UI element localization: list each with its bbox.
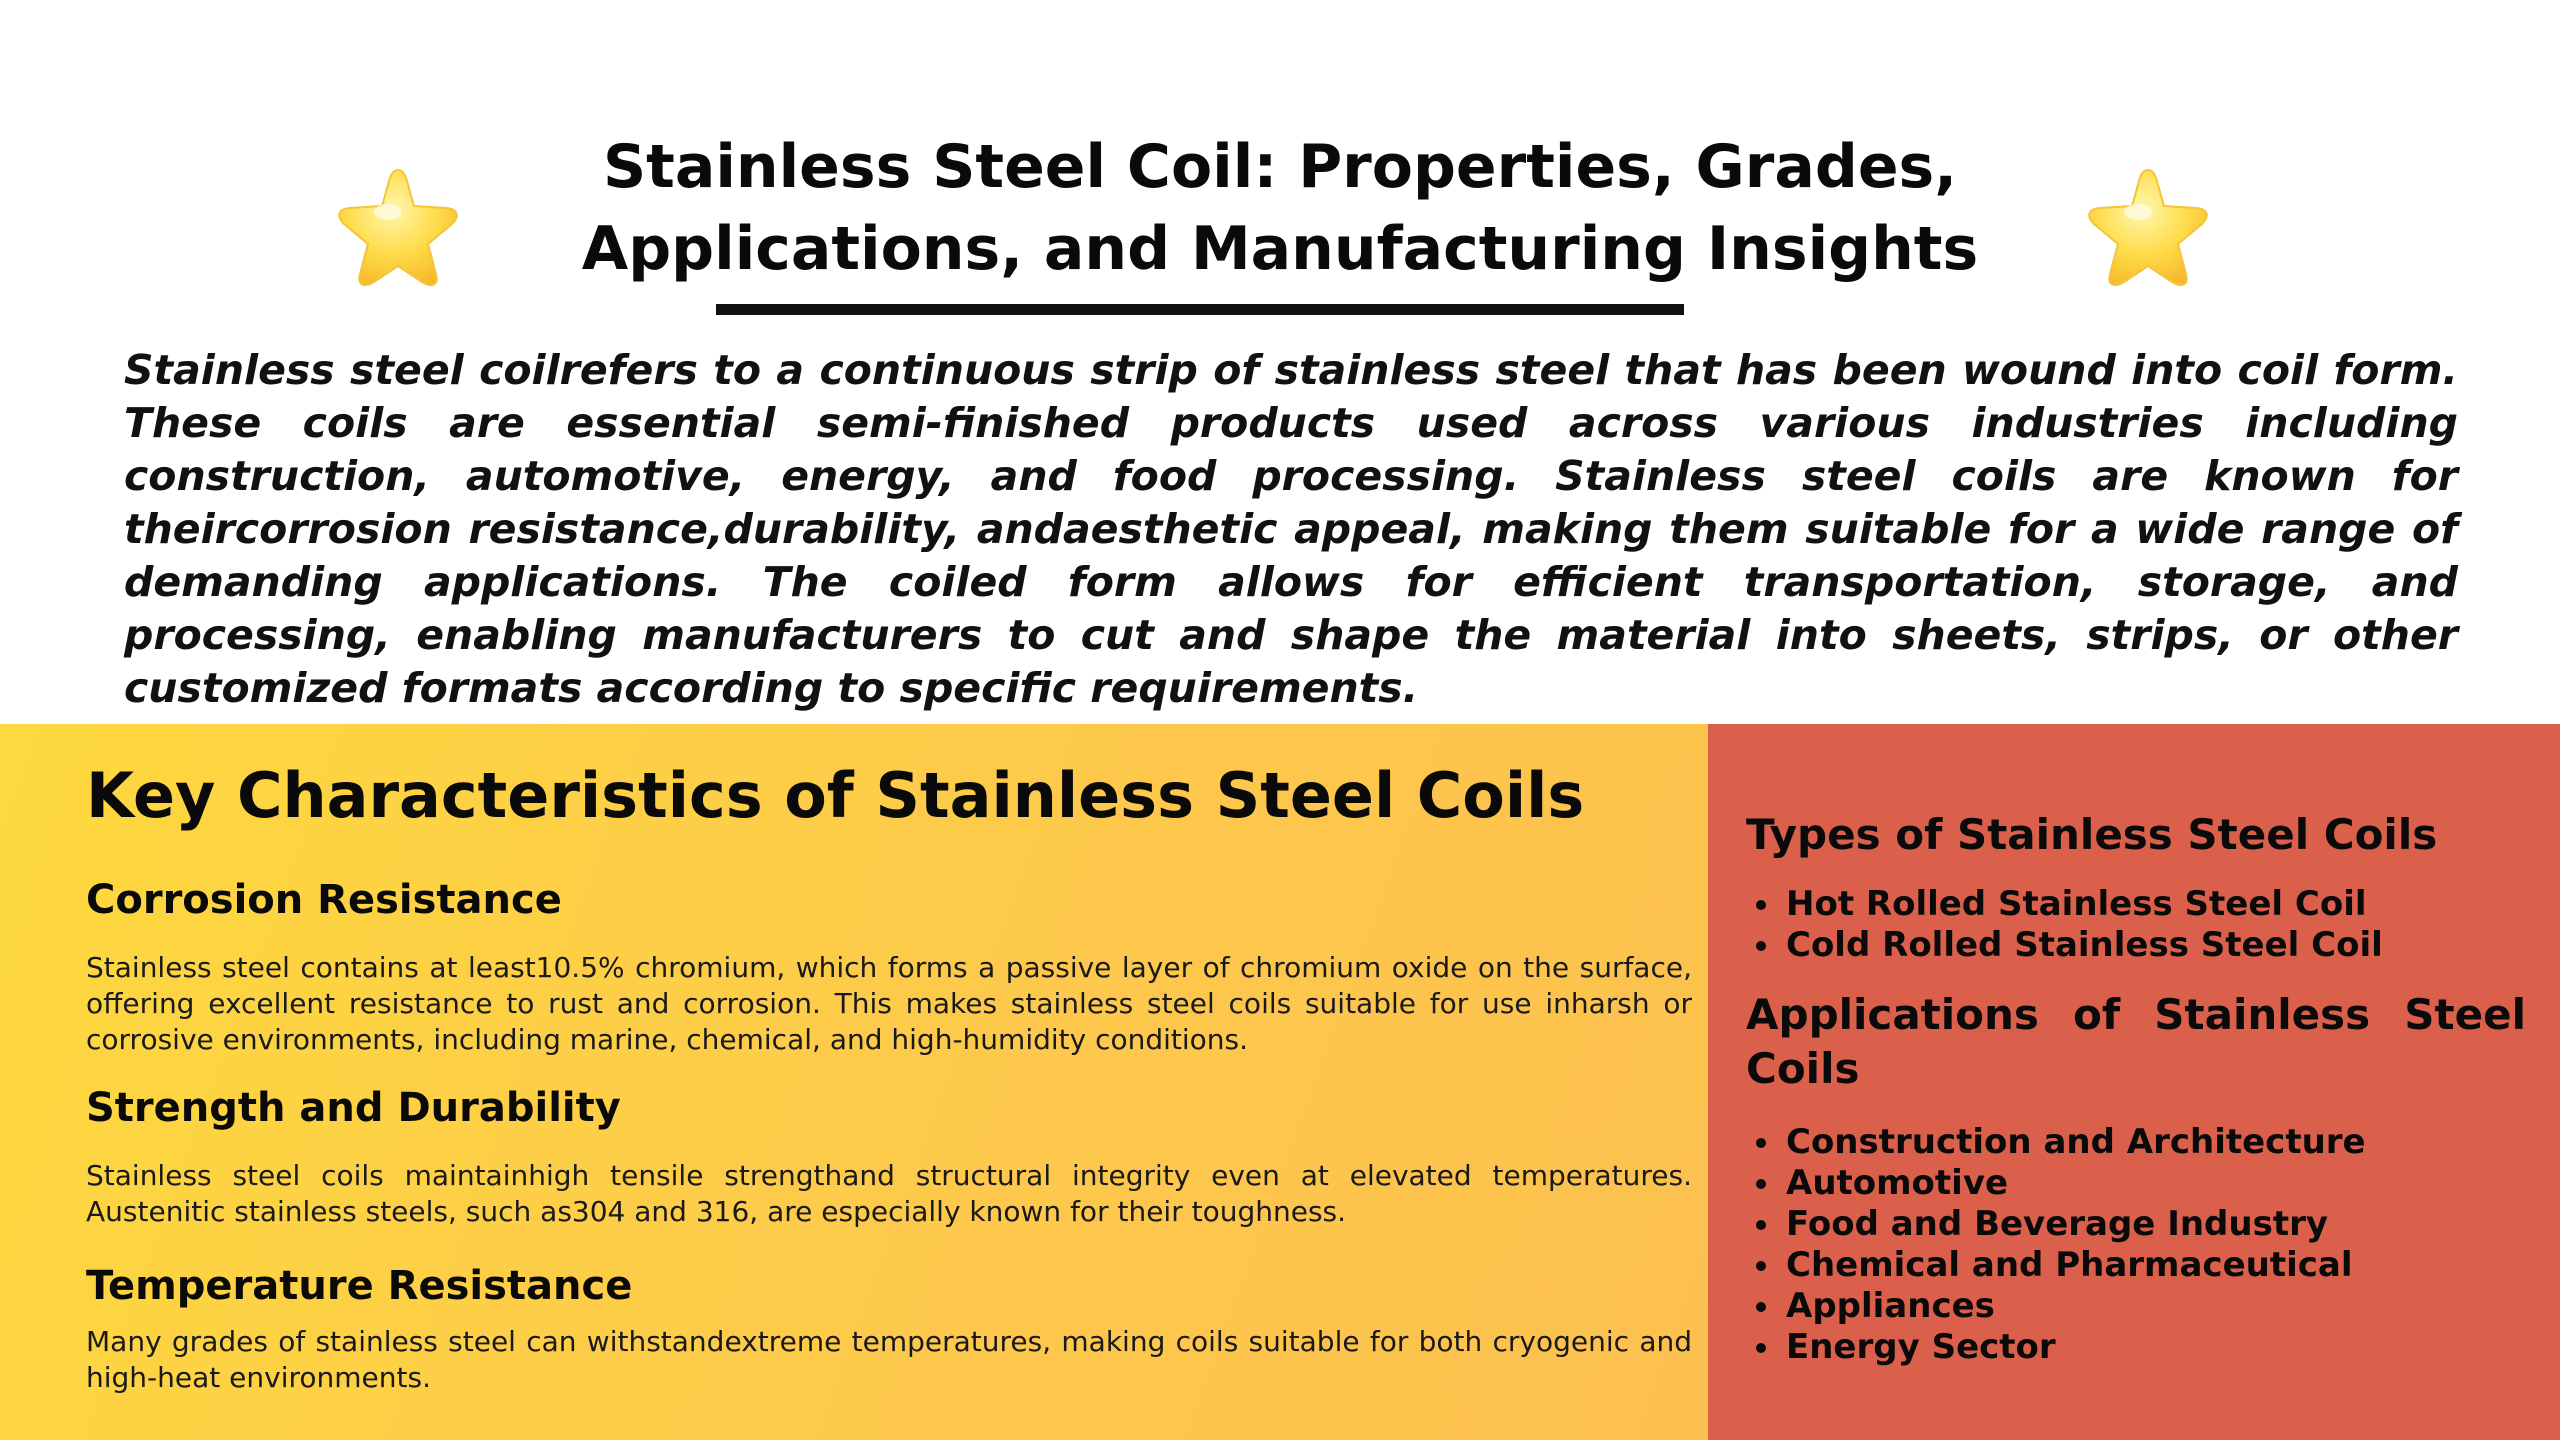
characteristics-title: Key Characteristics of Stainless Steel Coils bbox=[86, 759, 1585, 832]
applications-title: Applications of Stainless Steel Coils bbox=[1746, 990, 2526, 1093]
corrosion-text: Stainless steel contains at least10.5% chromium, which forms a passive layer of chromium oxide on the surface, offering excellent resistance to rust and corrosion. This makes stainless steel coils suitable for use inharsh or corrosive environments, including marine, chemical, and high-humidity conditions. bbox=[86, 951, 1692, 1056]
strength-text: Stainless steel coils maintainhigh tensile strengthand structural integrity even at elevated temperatures. Austenitic stainless steels, such as304 and 316, are especially known for their toughness. bbox=[86, 1159, 1692, 1228]
list-item: Hot Rolled Stainless Steel Coil bbox=[1746, 884, 2383, 925]
title-underline bbox=[716, 304, 1684, 315]
temperature-text: Many grades of stainless steel can withstandextreme temperatures, making coils suitable for both cryogenic and high-heat environments. bbox=[86, 1325, 1692, 1394]
corrosion-heading: Corrosion Resistance bbox=[86, 877, 562, 923]
page-title-line-1: Stainless Steel Coil: Properties, Grades, bbox=[602, 132, 1958, 202]
list-item: Appliances bbox=[1746, 1286, 2366, 1327]
types-list bbox=[1746, 884, 2383, 966]
list-item: Automotive bbox=[1746, 1163, 2366, 1204]
list-item: Food and Beverage Industry bbox=[1746, 1204, 2366, 1245]
list-item: Chemical and Pharmaceutical bbox=[1746, 1245, 2366, 1286]
characteristics-panel bbox=[0, 724, 1708, 1440]
page-title-line-2: Applications, and Manufacturing Insights bbox=[581, 214, 1979, 284]
list-item: Cold Rolled Stainless Steel Coil bbox=[1746, 925, 2383, 966]
applications-list bbox=[1746, 1122, 2366, 1368]
list-item: Energy Sector bbox=[1746, 1327, 2366, 1368]
list-item: Construction and Architecture bbox=[1746, 1122, 2366, 1163]
types-applications-panel bbox=[1708, 724, 2560, 1440]
temperature-heading: Temperature Resistance bbox=[86, 1263, 633, 1309]
page-title bbox=[440, 126, 2120, 290]
strength-heading: Strength and Durability bbox=[86, 1085, 621, 1131]
types-title: Types of Stainless Steel Coils bbox=[1746, 810, 2438, 859]
intro-paragraph: Stainless steel coilrefers to a continuous strip of stainless steel that has been wound into coil form. These coils are essential semi-finished products used across various industries including construction, automotive, energy, and food processing. Stainless steel coils are known for theircorrosion resistance,durability, andaesthetic appeal, making them suitable for a wide range of demanding applications. The coiled form allows for efficient transportation, storage, and processing, enabling manufacturers to cut and shape the material into sheets, strips, or other customized formats according to specific requirements. bbox=[124, 346, 2458, 712]
